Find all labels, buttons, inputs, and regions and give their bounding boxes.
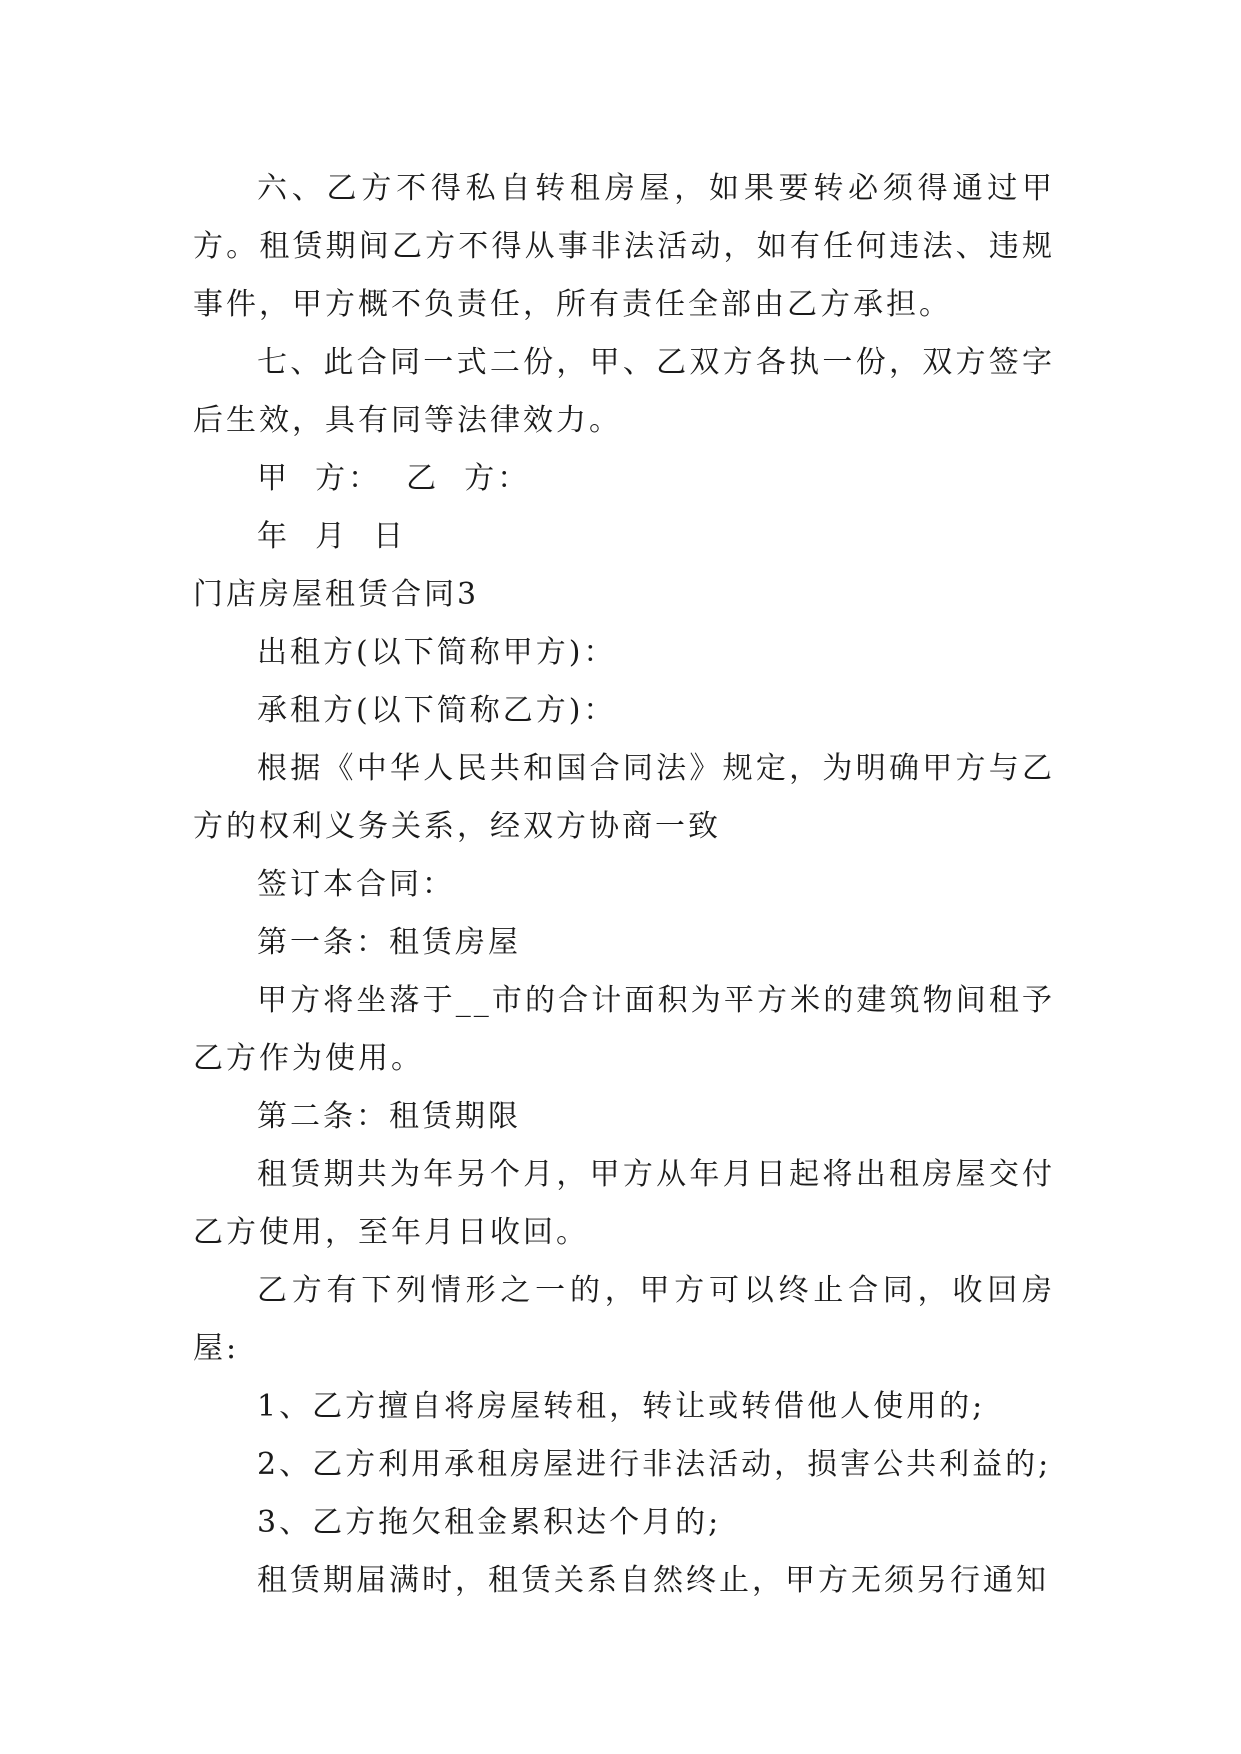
signature-parties: 甲 方： 乙 方： [257, 461, 531, 496]
paragraph-clause-7: 七、此合同一式二份，甲、乙双方各执一份，双方签字后生效，具有同等法律效力。 [193, 345, 1055, 438]
termination-item-1: 1、乙方擅自将房屋转租，转让或转借他人使用的; [257, 1389, 986, 1424]
section-title: 门店房屋租赁合同3 [193, 577, 480, 612]
article-1-body: 甲方将坐落于__市的合计面积为平方米的建筑物间租予乙方作为使用。 [193, 983, 1055, 1076]
paragraph-expiry: 租赁期届满时，租赁关系自然终止，甲方无须另行通知 [257, 1563, 1049, 1598]
termination-intro: 乙方有下列情形之一的，甲方可以终止合同，收回房屋: [193, 1273, 1055, 1366]
article-2-heading: 第二条：租赁期限 [257, 1099, 521, 1134]
document-body [193, 160, 1055, 1610]
lessee-line: 承租方(以下简称乙方)： [257, 693, 617, 728]
lessor-line: 出租方(以下简称甲方)： [257, 635, 617, 670]
signature-date: 年 月 日 [257, 519, 407, 554]
article-1-heading: 第一条：租赁房屋 [257, 925, 521, 960]
paragraph-preamble: 根据《中华人民共和国合同法》规定，为明确甲方与乙方的权利义务关系，经双方协商一致 [193, 751, 1055, 844]
article-2-body: 租赁期共为年另个月，甲方从年月日起将出租房屋交付乙方使用，至年月日收回。 [193, 1157, 1055, 1250]
paragraph-sign-contract: 签订本合同： [257, 867, 455, 902]
paragraph-clause-6: 六、乙方不得私自转租房屋，如果要转必须得通过甲方。租赁期间乙方不得从事非法活动，如有任何违法、违规事件，甲方概不负责任，所有责任全部由乙方承担。 [193, 171, 1055, 322]
termination-item-3: 3、乙方拖欠租金累积达个月的; [257, 1505, 722, 1540]
termination-item-2: 2、乙方利用承租房屋进行非法活动，损害公共利益的; [257, 1447, 1052, 1482]
